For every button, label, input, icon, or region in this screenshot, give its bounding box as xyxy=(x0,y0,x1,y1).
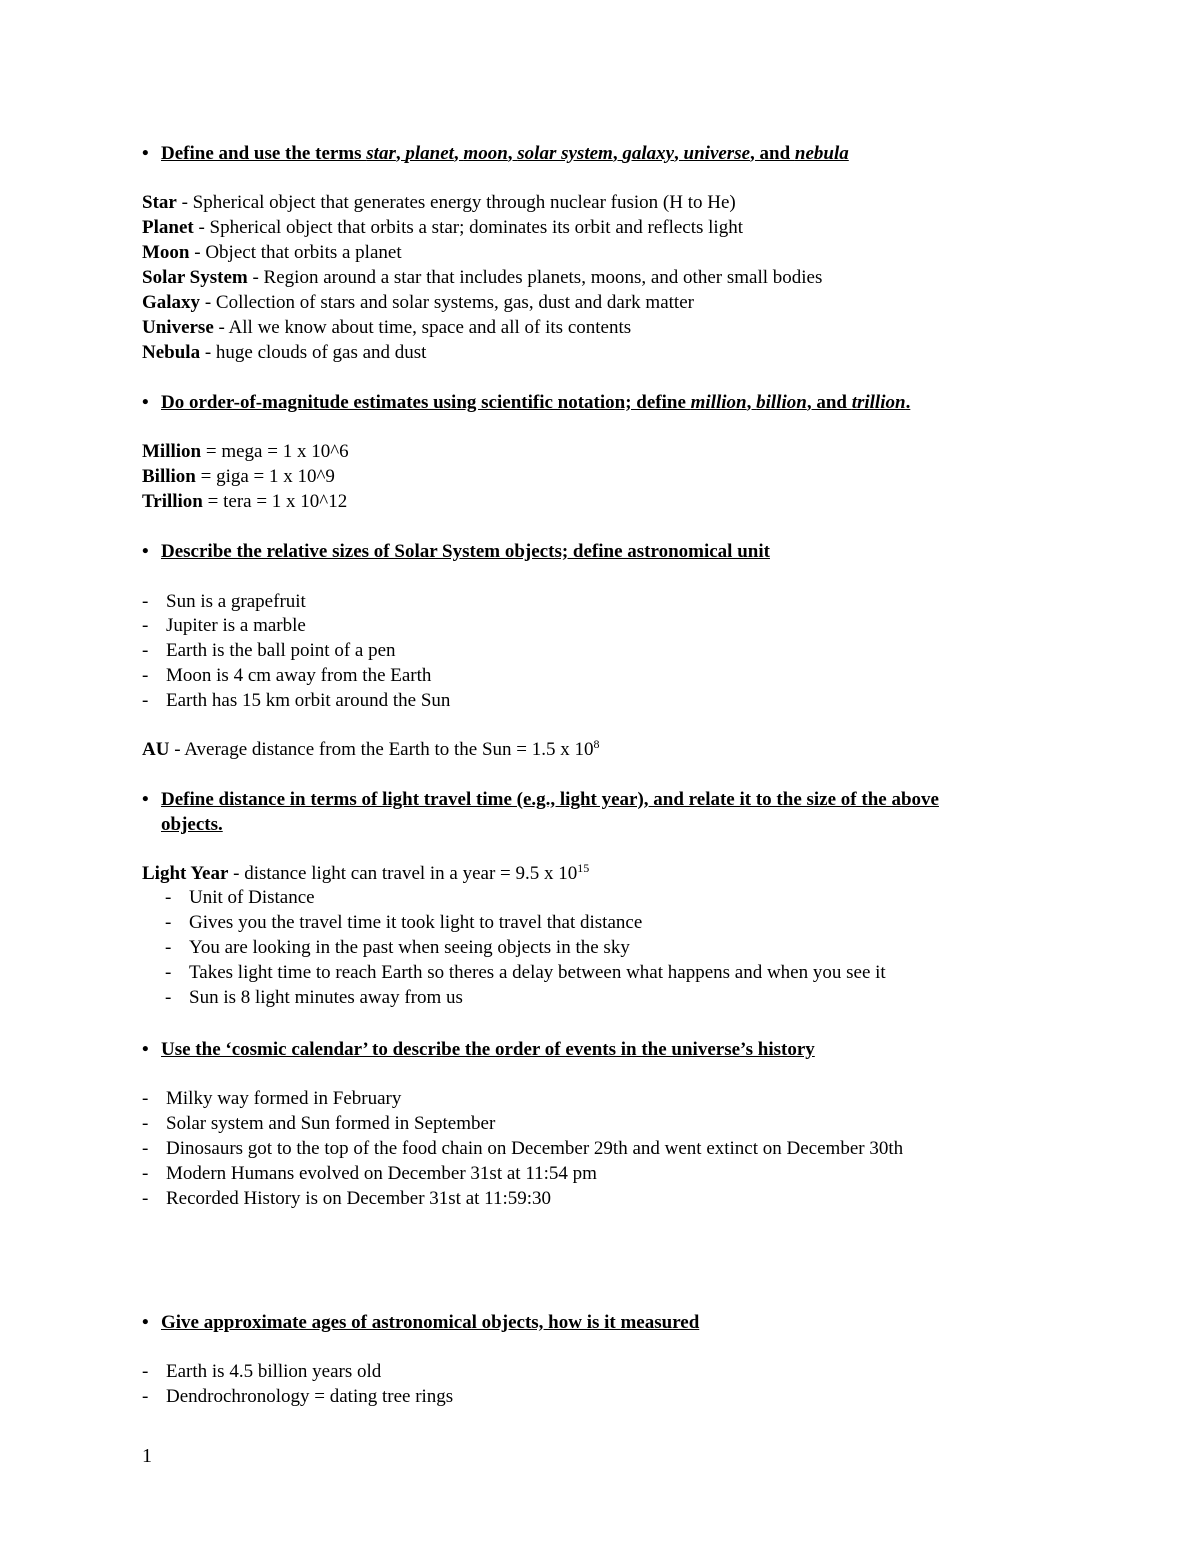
separator: , xyxy=(507,143,518,164)
definition-line xyxy=(142,217,743,239)
list-item xyxy=(142,665,431,687)
term-million: million xyxy=(690,392,747,413)
term-star: star xyxy=(366,143,396,164)
separator: , xyxy=(453,143,464,164)
def-term: Billion xyxy=(142,466,196,487)
term-billion: billion xyxy=(756,392,807,413)
list-item xyxy=(142,1138,903,1160)
term-planet: planet xyxy=(405,143,454,164)
list-item xyxy=(165,912,642,934)
definition-line xyxy=(142,317,631,339)
dash-marker: - xyxy=(142,1188,149,1209)
term-universe: universe xyxy=(683,143,751,164)
def-term: Planet xyxy=(142,217,194,238)
def-term: Trillion xyxy=(142,491,203,512)
dash-marker: - xyxy=(142,1088,149,1109)
list-item-text: Unit of Distance xyxy=(189,887,315,908)
list-item-text: Modern Humans evolved on December 31st at 11:54 pm xyxy=(166,1163,597,1184)
separator: , xyxy=(612,143,623,164)
exponent: 15 xyxy=(577,861,590,875)
list-item-text: Earth is 4.5 billion years old xyxy=(166,1361,382,1382)
page-number: 1 xyxy=(142,1445,152,1467)
magnitude-line xyxy=(142,441,349,463)
separator: , xyxy=(674,143,684,164)
dash-marker: - xyxy=(165,987,172,1008)
bullet-icon: • xyxy=(142,143,149,164)
def-text: = giga = 1 x 10^9 xyxy=(195,466,335,487)
def-text: - Collection of stars and solar systems, gas, dust and dark matter xyxy=(200,292,694,313)
list-item xyxy=(165,937,630,959)
dash-marker: - xyxy=(142,591,149,612)
bullet-icon: • xyxy=(142,392,149,413)
dash-marker: - xyxy=(165,912,172,933)
def-term: Light Year xyxy=(142,863,229,884)
dash-marker: - xyxy=(142,1361,149,1382)
dash-marker: - xyxy=(165,887,172,908)
def-term: Solar System xyxy=(142,267,248,288)
dash-marker: - xyxy=(142,690,149,711)
def-term: Nebula xyxy=(142,342,201,363)
definition-line xyxy=(142,242,402,264)
def-term: Galaxy xyxy=(142,292,201,313)
heading-sizes: Describe the relative sizes of Solar System objects; define astronomical unit xyxy=(161,541,770,562)
dash-marker: - xyxy=(142,1113,149,1134)
heading-terms xyxy=(161,143,849,165)
heading-text: Define and use the terms xyxy=(161,143,367,164)
list-item-text: Takes light time to reach Earth so theres a delay between what happens and when you see it xyxy=(189,962,886,983)
dash-marker: - xyxy=(165,962,172,983)
list-item-text: Jupiter is a marble xyxy=(166,615,306,636)
dash-marker: - xyxy=(142,640,149,661)
list-item-text: Sun is a grapefruit xyxy=(166,591,306,612)
def-text: = tera = 1 x 10^12 xyxy=(202,491,348,512)
definition-line xyxy=(142,292,694,314)
list-item xyxy=(142,591,306,613)
dash-marker: - xyxy=(165,937,172,958)
list-item xyxy=(142,1113,495,1135)
heading-calendar: Use the ‘cosmic calendar’ to describe the order of events in the universe’s history xyxy=(161,1039,815,1060)
term-nebula: nebula xyxy=(794,143,849,164)
separator: , xyxy=(395,143,406,164)
def-term: AU xyxy=(142,739,170,760)
list-item-text: Earth is the ball point of a pen xyxy=(166,640,396,661)
dash-marker: - xyxy=(142,1163,149,1184)
list-item xyxy=(142,1088,401,1110)
definition-line xyxy=(142,192,736,214)
list-item xyxy=(142,690,450,712)
bullet-icon: • xyxy=(142,1039,149,1060)
magnitude-line xyxy=(142,466,335,488)
definition-line xyxy=(142,267,822,289)
list-item xyxy=(165,987,463,1009)
def-term: Universe xyxy=(142,317,214,338)
def-term: Moon xyxy=(142,242,190,263)
list-item-text: You are looking in the past when seeing objects in the sky xyxy=(189,937,630,958)
separator: . xyxy=(905,392,911,413)
dash-marker: - xyxy=(142,1386,149,1407)
exponent: 8 xyxy=(593,737,600,751)
bullet-icon: • xyxy=(142,789,149,810)
def-text: - distance light can travel in a year = 9.5 x 10 xyxy=(228,863,578,884)
list-item xyxy=(142,1386,453,1408)
au-definition xyxy=(142,739,599,761)
def-text: - Spherical object that generates energy through nuclear fusion (H to He) xyxy=(176,192,736,213)
def-term: Star xyxy=(142,192,177,213)
def-text: - All we know about time, space and all of its contents xyxy=(213,317,632,338)
heading-magnitude xyxy=(161,392,910,414)
term-trillion: trillion xyxy=(851,392,906,413)
list-item-text: Earth has 15 km orbit around the Sun xyxy=(166,690,451,711)
list-item xyxy=(165,962,886,984)
list-item xyxy=(142,1361,381,1383)
heading-light-line1: Define distance in terms of light travel time (e.g., light year), and relate it to the size of the above xyxy=(161,789,939,810)
def-text: - Region around a star that includes planets, moons, and other small bodies xyxy=(247,267,823,288)
list-item xyxy=(165,887,315,909)
heading-ages: Give approximate ages of astronomical objects, how is it measured xyxy=(161,1312,700,1333)
light-year-definition xyxy=(142,863,589,885)
dash-marker: - xyxy=(142,1138,149,1159)
magnitude-line xyxy=(142,491,347,513)
list-item-text: Solar system and Sun formed in September xyxy=(166,1113,496,1134)
separator: , and xyxy=(806,392,852,413)
list-item xyxy=(142,615,306,637)
def-text: - Average distance from the Earth to the Sun = 1.5 x 10 xyxy=(169,739,594,760)
term-moon: moon xyxy=(463,143,508,164)
term-solar-system: solar system xyxy=(517,143,613,164)
separator: , and xyxy=(750,143,795,164)
list-item-text: Recorded History is on December 31st at 11:59:30 xyxy=(166,1188,552,1209)
list-item xyxy=(142,1163,597,1185)
def-text: = mega = 1 x 10^6 xyxy=(201,441,349,462)
dash-marker: - xyxy=(142,665,149,686)
list-item xyxy=(142,640,396,662)
bullet-icon: • xyxy=(142,541,149,562)
separator: , xyxy=(746,392,757,413)
term-galaxy: galaxy xyxy=(622,143,675,164)
list-item-text: Gives you the travel time it took light to travel that distance xyxy=(189,912,643,933)
list-item-text: Dinosaurs got to the top of the food chain on December 29th and went extinct on December 30th xyxy=(166,1138,904,1159)
bullet-icon: • xyxy=(142,1312,149,1333)
def-text: - huge clouds of gas and dust xyxy=(200,342,427,363)
list-item-text: Sun is 8 light minutes away from us xyxy=(189,987,463,1008)
def-text: - Object that orbits a planet xyxy=(189,242,402,263)
list-item xyxy=(142,1188,551,1210)
list-item-text: Milky way formed in February xyxy=(166,1088,402,1109)
def-text: - Spherical object that orbits a star; dominates its orbit and reflects light xyxy=(193,217,743,238)
def-term: Million xyxy=(142,441,202,462)
dash-marker: - xyxy=(142,615,149,636)
definition-line xyxy=(142,342,426,364)
list-item-text: Dendrochronology = dating tree rings xyxy=(166,1386,454,1407)
heading-text: Do order-of-magnitude estimates using scientific notation; define xyxy=(161,392,691,413)
heading-light-line2: objects. xyxy=(161,814,223,835)
list-item-text: Moon is 4 cm away from the Earth xyxy=(166,665,432,686)
